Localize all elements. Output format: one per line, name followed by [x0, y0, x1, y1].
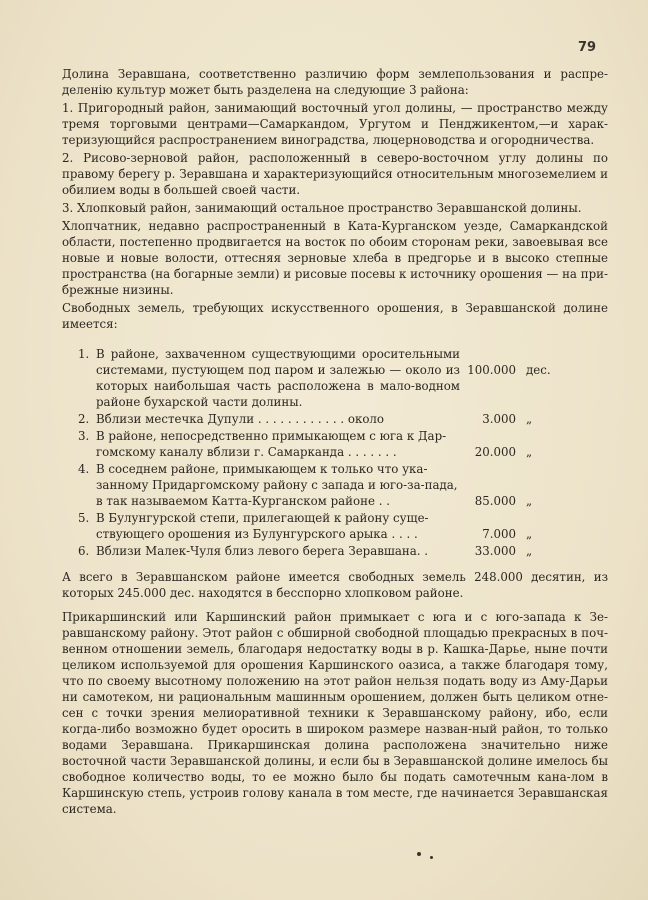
list-item-number: 3. [78, 429, 90, 443]
list-item-number: 2. [78, 412, 90, 426]
list-item [78, 461, 568, 509]
land-list [78, 346, 568, 559]
paragraph-district-3: 3. Хлопковый район, занимающий остальное пространство Зеравшанской долины. [62, 201, 582, 215]
list-item-unit: „ [526, 527, 533, 541]
list-item-unit: дес. [526, 363, 551, 377]
paragraph-cotton: Хлопчатник, недавно распространенный в Ката-Курганском уезде, Самаркандской области, постепенно продвигается на восток по обоим сторонам реки, завоевывая все новые и новые волости, оттесняя зерновые хлеба в предгорье и в высоко степные пространства (на богарные земли) и рисовые посевы к источнику орошения — на при-брежные низины. [62, 219, 608, 297]
list-item [78, 510, 568, 542]
list-item-number: 4. [78, 462, 90, 476]
document-body [62, 66, 608, 819]
list-item-unit: „ [526, 445, 533, 459]
list-item-number: 5. [78, 511, 90, 525]
list-item [78, 543, 568, 559]
list-item-value: 100.000 [467, 363, 516, 377]
list-item-value: 33.000 [474, 544, 516, 558]
list-item-unit: „ [526, 544, 533, 558]
list-item-text: В Булунгурской степи, прилегающей к району суще-ствующего орошения из Булунгурского арыка . . . . [96, 511, 429, 541]
list-item [78, 428, 568, 460]
list-item-value: 3.000 [482, 412, 516, 426]
paragraph-district-1: 1. Пригородный район, занимающий восточный угол долины, — пространство между тремя торговыми центрами—Самаркандом, Ургутом и Пенджикентом,—и харак-теризующийся распространением виноградства, люцерноводства и огородничества. [62, 101, 608, 147]
list-item-value: 85.000 [474, 494, 516, 508]
list-item-value: 20.000 [474, 445, 516, 459]
paragraph-district-2: 2. Рисово-зерновой район, расположенный в северо-восточном углу долины по правому берегу р. Зеравшана и характеризующийся относительным многоземелием и обилием воды в большей своей части. [62, 151, 608, 197]
paragraph-intro: Долина Зеравшана, соответственно различию форм землепользования и распре-деленію культур может быть разделена на следующие 3 района: [62, 67, 608, 97]
ink-dot [430, 856, 433, 859]
ink-dot [417, 852, 421, 856]
list-item-unit: „ [526, 494, 533, 508]
list-item-text: В соседнем районе, примыкающем к только что ука-занному Придаргомскому району с запада и юго-за-пада, в так называемом Катта-Курганском районе . . [96, 462, 458, 508]
list-item-number: 6. [78, 544, 90, 558]
list-item-value: 7.000 [482, 527, 516, 541]
list-item [78, 346, 568, 410]
list-item [78, 411, 568, 427]
list-item-unit: „ [526, 412, 533, 426]
paragraph-karshi: Прикаршинский или Каршинский район примыкает с юга и с юго-запада к Зе-равшанскому району. Этот район с обширной свободной площадью прекрасных в поч-венном отношении земель, благодаря недостатку воды в р. Кашка-Дарье, ныне почти целиком используемой для орошения Каршинского оазиса, а также благодаря тому, что по своему высотному положению на этот район нельзя подать воду из Аму-Дарьи ни самотеком, ни рациональным машинным орошением, должен быть целиком отне-сен с точки зрения мелиоративной техники к Зеравшанскому району, ибо, если когда-либо возможно будет оросить в широком размере назван-ный район, то только водами Зеравшана. Прикаршинская долина расположена значительно ниже восточной части Зеравшанской долины, и если бы в Зеравшанской долине имелось бы свободное количество воды, то ее можно было бы подать самотечным кана-лом в Каршинскую степь, устроив голову канала в том месте, где начинается Зеравшанская система. [62, 610, 608, 816]
list-item-text: В районе, захваченном существующими оросительными системами, пустующем под паром и залежью — около из которых наибольшая часть расположена в мало-водном районе бухарской части долины. [96, 347, 460, 409]
paragraph-free-lands: Свободных земель, требующих искусственного орошения, в Зеравшанской долине имеется: [62, 301, 608, 331]
list-item-text: Вблизи Малек-Чуля близ левого берега Зеравшана. . [96, 544, 429, 558]
list-item-text: В районе, непосредственно примыкающем с юга к Дар-гомскому каналу вблизи г. Самарканда . . . . . . . [96, 429, 447, 459]
list-item-number: 1. [78, 347, 90, 361]
list-item-text: Вблизи местечка Дупули . . . . . . . . . . . . около [96, 412, 385, 426]
paragraph-total: А всего в Зеравшанском районе имеется свободных земель 248.000 десятин, из которых 245.000 дес. находятся в бесспорно хлопковом районе. [62, 570, 608, 600]
page-number: 79 [578, 40, 597, 55]
